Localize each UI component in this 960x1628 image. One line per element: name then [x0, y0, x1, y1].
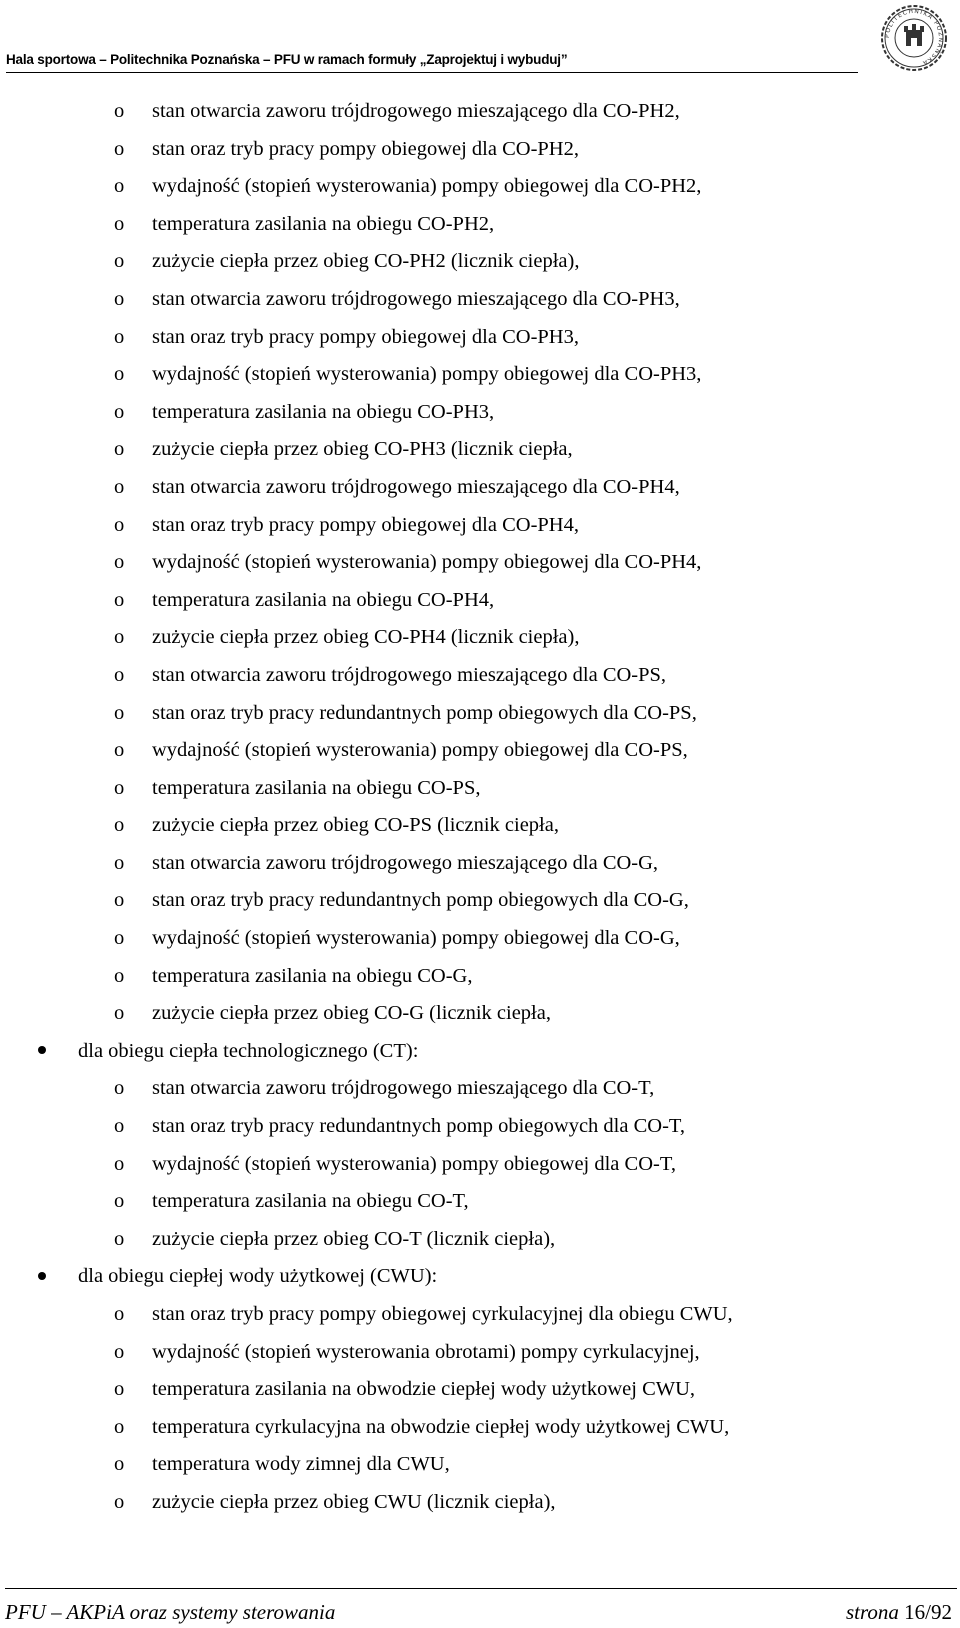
sub-list-item	[0, 695, 960, 733]
sub-list-item	[0, 431, 960, 469]
sub-bullet-marker: o	[114, 137, 125, 160]
sub-bullet-marker: o	[114, 776, 125, 799]
sub-list-item	[0, 1221, 960, 1259]
list-item-text: stan oraz tryb pracy redundantnych pomp obiegowych dla CO-PS,	[152, 701, 697, 724]
sub-bullet-marker: o	[114, 438, 125, 461]
page-label: strona	[846, 1600, 899, 1624]
list-item-text: wydajność (stopień wysterowania) pompy obiegowej dla CO-PH2,	[152, 175, 702, 198]
sub-list-item	[0, 1146, 960, 1184]
list-item-text: stan oraz tryb pracy pompy obiegowej dla CO-PH4,	[152, 513, 579, 536]
list-item-text: stan otwarcia zaworu trójdrogowego mieszającego dla CO-PS,	[152, 663, 667, 686]
list-item-text: temperatura zasilania na obiegu CO-PH3,	[152, 400, 495, 423]
sub-list-item	[0, 1371, 960, 1409]
list-item-text: stan oraz tryb pracy redundantnych pomp obiegowych dla CO-T,	[152, 1115, 686, 1138]
list-item-text: temperatura cyrkulacyjna na obwodzie ciepłej wody użytkowej CWU,	[152, 1415, 730, 1438]
page-number-value: 16/92	[904, 1600, 952, 1624]
sub-bullet-marker: o	[114, 287, 125, 310]
sub-list-item	[0, 1484, 960, 1522]
sub-bullet-marker: o	[114, 1152, 125, 1175]
sub-list-item	[0, 582, 960, 620]
sub-bullet-marker: o	[114, 1227, 125, 1250]
bullet-list-item	[0, 1258, 960, 1296]
list-item-text: stan otwarcia zaworu trójdrogowego mieszającego dla CO-PH4,	[152, 475, 680, 498]
sub-bullet-marker: o	[114, 1340, 125, 1363]
list-item-text: temperatura zasilania na obiegu CO-G,	[152, 964, 473, 987]
sub-bullet-marker: o	[114, 626, 125, 649]
sub-list-item	[0, 356, 960, 394]
document-body	[0, 93, 960, 1522]
sub-list-item	[0, 319, 960, 357]
list-item-text: zużycie ciepła przez obieg CO-PH2 (licznik ciepła),	[152, 250, 580, 273]
list-item-text: zużycie ciepła przez obieg CWU (licznik ciepła),	[152, 1490, 556, 1513]
sub-list-item	[0, 1108, 960, 1146]
sub-bullet-marker: o	[114, 363, 125, 386]
sub-bullet-marker: o	[114, 175, 125, 198]
sub-bullet-marker: o	[114, 513, 125, 536]
sub-list-item	[0, 1409, 960, 1447]
page-number	[846, 1600, 952, 1625]
university-seal-icon	[880, 4, 948, 72]
header-divider	[6, 72, 858, 73]
sub-list-item	[0, 958, 960, 996]
sub-bullet-marker: o	[114, 212, 125, 235]
list-item-text: stan oraz tryb pracy pompy obiegowej dla CO-PH3,	[152, 325, 579, 348]
list-item-text: zużycie ciepła przez obieg CO-PH4 (licznik ciepła),	[152, 626, 580, 649]
sub-list-item	[0, 1446, 960, 1484]
sub-bullet-marker: o	[114, 889, 125, 912]
sub-bullet-marker: o	[114, 1415, 125, 1438]
sub-list-item	[0, 1183, 960, 1221]
page-header	[6, 50, 858, 72]
sub-list-item	[0, 93, 960, 131]
sub-list-item	[0, 394, 960, 432]
sub-bullet-marker: o	[114, 551, 125, 574]
sub-bullet-marker: o	[114, 400, 125, 423]
sub-list-item	[0, 882, 960, 920]
list-item-text: zużycie ciepła przez obieg CO-PH3 (licznik ciepła,	[152, 438, 573, 461]
sub-bullet-marker: o	[114, 701, 125, 724]
sub-list-item	[0, 168, 960, 206]
sub-bullet-marker: o	[114, 325, 125, 348]
sub-list-item	[0, 206, 960, 244]
sub-list-item	[0, 1296, 960, 1334]
sub-list-item	[0, 807, 960, 845]
list-item-text: wydajność (stopień wysterowania) pompy obiegowej dla CO-T,	[152, 1152, 676, 1175]
sub-bullet-marker: o	[114, 588, 125, 611]
sub-bullet-marker: o	[114, 739, 125, 762]
sub-list-item	[0, 1334, 960, 1372]
seal-text: POLITECHNIKA POZNAŃSKA	[883, 7, 945, 67]
list-item-text: temperatura zasilania na obiegu CO-PH4,	[152, 588, 495, 611]
list-item-text: wydajność (stopień wysterowania) pompy obiegowej dla CO-G,	[152, 927, 680, 950]
sub-list-item	[0, 1070, 960, 1108]
bullet-list-item	[0, 1033, 960, 1071]
sub-bullet-marker: o	[114, 1002, 125, 1025]
sub-bullet-marker: o	[114, 1190, 125, 1213]
list-item-text: wydajność (stopień wysterowania obrotami) pompy cyrkulacyjnej,	[152, 1340, 700, 1363]
bullet-dot-icon	[38, 1258, 46, 1296]
sub-list-item	[0, 770, 960, 808]
footer-divider	[5, 1588, 957, 1589]
list-item-text: temperatura zasilania na obwodzie ciepłej wody użytkowej CWU,	[152, 1378, 696, 1401]
page-footer	[0, 1588, 960, 1628]
sub-bullet-marker: o	[114, 964, 125, 987]
list-item-text: dla obiegu ciepłej wody użytkowej (CWU):	[78, 1265, 438, 1288]
list-item-text: stan oraz tryb pracy pompy obiegowej dla CO-PH2,	[152, 137, 579, 160]
list-item-text: stan oraz tryb pracy redundantnych pomp obiegowych dla CO-G,	[152, 889, 689, 912]
list-item-text: stan otwarcia zaworu trójdrogowego mieszającego dla CO-PH2,	[152, 100, 680, 122]
sub-bullet-marker: o	[114, 100, 125, 122]
sub-list-item	[0, 281, 960, 319]
list-item-text: wydajność (stopień wysterowania) pompy obiegowej dla CO-PS,	[152, 739, 688, 762]
sub-bullet-marker: o	[114, 1303, 125, 1325]
list-item-text: stan otwarcia zaworu trójdrogowego mieszającego dla CO-T,	[152, 1077, 655, 1100]
list-item-text: wydajność (stopień wysterowania) pompy obiegowej dla CO-PH3,	[152, 363, 702, 386]
bullet-dot-icon	[38, 1033, 46, 1071]
sub-bullet-marker: o	[114, 475, 125, 498]
list-item-text: stan otwarcia zaworu trójdrogowego mieszającego dla CO-PH3,	[152, 287, 680, 310]
sub-list-item	[0, 995, 960, 1033]
sub-list-item	[0, 657, 960, 695]
sub-list-item	[0, 131, 960, 169]
sub-bullet-marker: o	[114, 927, 125, 950]
list-item-text: dla obiegu ciepła technologicznego (CT):	[78, 1039, 419, 1062]
list-item-text: stan otwarcia zaworu trójdrogowego mieszającego dla CO-G,	[152, 851, 659, 874]
sub-list-item	[0, 243, 960, 281]
sub-list-item	[0, 845, 960, 883]
list-item-text: temperatura zasilania na obiegu CO-T,	[152, 1190, 469, 1213]
sub-list-item	[0, 544, 960, 582]
sub-bullet-marker: o	[114, 1077, 125, 1100]
list-item-text: zużycie ciepła przez obieg CO-T (licznik ciepła),	[152, 1227, 556, 1250]
list-item-text: zużycie ciepła przez obieg CO-G (licznik ciepła,	[152, 1002, 551, 1025]
list-item-text: temperatura wody zimnej dla CWU,	[152, 1453, 450, 1476]
sub-bullet-marker: o	[114, 814, 125, 837]
list-item-text: temperatura zasilania na obiegu CO-PS,	[152, 776, 481, 799]
sub-bullet-marker: o	[114, 1115, 125, 1138]
list-item-text: zużycie ciepła przez obieg CO-PS (licznik ciepła,	[152, 814, 559, 837]
sub-bullet-marker: o	[114, 1490, 125, 1513]
sub-list-item	[0, 732, 960, 770]
sub-list-item	[0, 507, 960, 545]
footer-document-title: PFU – AKPiA oraz systemy sterowania	[5, 1600, 336, 1624]
sub-bullet-marker: o	[114, 663, 125, 686]
sub-bullet-marker: o	[114, 1453, 125, 1476]
header-title: Hala sportowa – Politechnika Poznańska – PFU w ramach formuły „Zaprojektuj i wybuduj”	[6, 52, 568, 67]
sub-bullet-marker: o	[114, 851, 125, 874]
list-item-text: temperatura zasilania na obiegu CO-PH2,	[152, 212, 495, 235]
list-item-text: wydajność (stopień wysterowania) pompy obiegowej dla CO-PH4,	[152, 551, 702, 574]
sub-bullet-marker: o	[114, 1378, 125, 1401]
sub-list-item	[0, 469, 960, 507]
list-item-text: stan oraz tryb pracy pompy obiegowej cyrkulacyjnej dla obiegu CWU,	[152, 1303, 733, 1325]
sub-list-item	[0, 619, 960, 657]
sub-bullet-marker: o	[114, 250, 125, 273]
sub-list-item	[0, 920, 960, 958]
